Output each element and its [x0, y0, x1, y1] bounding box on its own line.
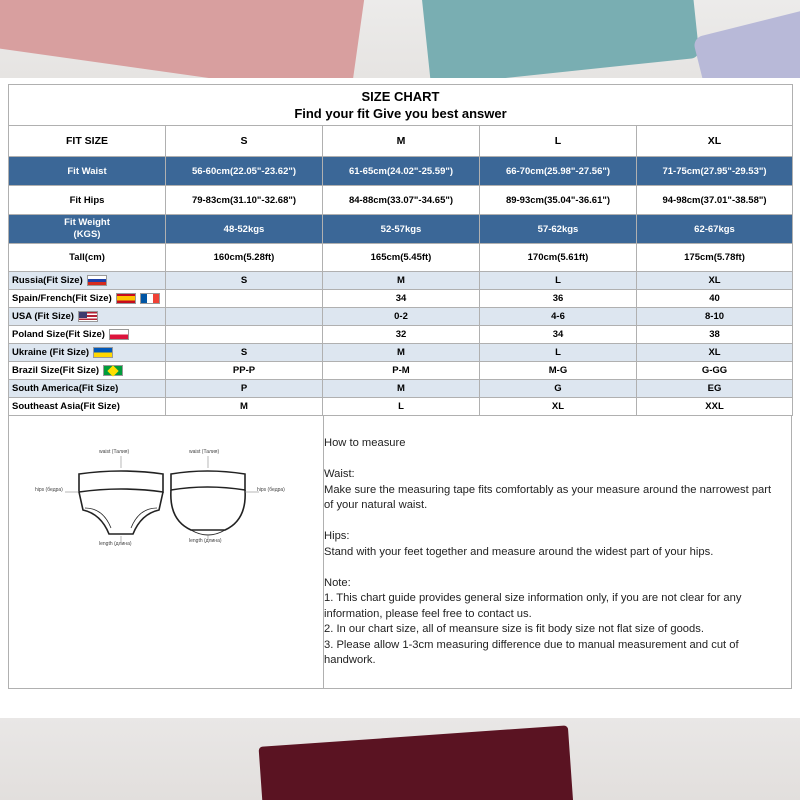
fit-size-header: FIT SIZE [9, 126, 166, 157]
cell: 61-65cm(24.02"-25.59") [323, 157, 480, 186]
cell: PP-P [166, 362, 323, 380]
row-label: Fit Weight (KGS) [9, 215, 166, 244]
country-label: Russia(Fit Size) [12, 275, 83, 286]
country-label-cell [9, 344, 166, 362]
cell: 66-70cm(25.98"-27.56") [480, 157, 637, 186]
cell: EG [637, 380, 793, 398]
cell: 170cm(5.61ft) [480, 244, 637, 272]
cell: 0-2 [323, 308, 480, 326]
fit-weight-row [9, 215, 793, 244]
chart-title: SIZE CHART [361, 88, 440, 104]
measure-instructions [324, 436, 779, 669]
country-row-poland [9, 326, 793, 344]
country-label: USA (Fit Size) [12, 311, 74, 322]
hips-label-front: hips (бедра) [35, 487, 63, 493]
chart-subtitle: Find your fit Give you best answer [294, 105, 507, 121]
hips-title: Hips: [324, 530, 350, 542]
cell: 34 [323, 290, 480, 308]
cell: 79-83cm(31.10"-32.68") [166, 186, 323, 215]
cell [166, 290, 323, 308]
cell: S [166, 344, 323, 362]
cell: 56-60cm(22.05"-23.62") [166, 157, 323, 186]
flag-russia-icon [87, 275, 107, 286]
size-header-m: M [323, 126, 480, 157]
note-2: 2. In our chart size, all of meansure size is fit body size not flat size of goods. [324, 623, 704, 635]
cell: 175cm(5.78ft) [637, 244, 793, 272]
cell: XL [480, 398, 637, 416]
cell: 40 [637, 290, 793, 308]
country-label-cell [9, 326, 166, 344]
note-3: 3. Please allow 1-3cm measuring difference due to manual measurement and cut of handwork. [324, 638, 739, 666]
cell: 165cm(5.45ft) [323, 244, 480, 272]
fit-waist-row [9, 157, 793, 186]
cell: G [480, 380, 637, 398]
tall-row [9, 244, 793, 272]
product-photo-top [0, 0, 800, 78]
cell: P [166, 380, 323, 398]
hips-label-back: hips (бедра) [257, 487, 285, 493]
row-label: Fit Hips [9, 186, 166, 215]
cell: L [480, 272, 637, 290]
waist-label-front: waist (Талия) [99, 449, 130, 455]
country-label: Ukraine (Fit Size) [12, 347, 90, 358]
cell: 34 [480, 326, 637, 344]
cell: L [480, 344, 637, 362]
measure-guide-box [8, 416, 792, 689]
cell: 89-93cm(35.04"-36.61") [480, 186, 637, 215]
cell: 8-10 [637, 308, 793, 326]
fit-hips-row [9, 186, 793, 215]
waist-text: Make sure the measuring tape fits comfortably as your measure around the narrowest part of your natural waist. [324, 483, 772, 511]
cell: 94-98cm(37.01"-38.58") [637, 186, 793, 215]
cell: M [166, 398, 323, 416]
country-row-south-america [9, 380, 793, 398]
cell: S [166, 272, 323, 290]
cell: XL [637, 344, 793, 362]
cell: M [323, 272, 480, 290]
note-1: 1. This chart guide provides general size information only, if you are not clear for any information, please feel free to contact us. [324, 592, 742, 620]
cell [166, 326, 323, 344]
cell: XL [637, 272, 793, 290]
country-label-cell [9, 272, 166, 290]
cell: G-GG [637, 362, 793, 380]
size-header-xl: XL [637, 126, 793, 157]
country-label: Poland Size(Fit Size) [12, 329, 105, 340]
flag-france-icon [140, 293, 160, 304]
cell: 52-57kgs [323, 215, 480, 244]
size-header-s: S [166, 126, 323, 157]
hips-text: Stand with your feet together and measure around the widest part of your hips. [324, 545, 714, 558]
country-row-southeast-asia [9, 398, 793, 416]
country-label-cell [9, 380, 166, 398]
title-cell [9, 85, 793, 126]
flag-ukraine-icon [93, 347, 113, 358]
measure-heading: How to measure [324, 437, 406, 449]
flag-spain-icon [116, 293, 136, 304]
wine-fabric [259, 725, 576, 800]
country-row-russia [9, 272, 793, 290]
country-label: Brazil Size(Fit Size) [12, 365, 100, 376]
briefs-diagram-icon [9, 416, 323, 688]
cell: 32 [323, 326, 480, 344]
lavender-fabric [692, 4, 800, 78]
size-chart-table [8, 84, 793, 416]
cell: 160cm(5.28ft) [166, 244, 323, 272]
country-label: South America(Fit Size) [12, 383, 119, 394]
cell: M [323, 344, 480, 362]
waist-title: Waist: [324, 468, 355, 480]
cell: M [323, 380, 480, 398]
cell: 4-6 [480, 308, 637, 326]
note-title: Note: [324, 576, 351, 589]
country-label-cell [9, 290, 166, 308]
country-label-cell [9, 308, 166, 326]
row-label: Fit Waist [9, 157, 166, 186]
length-label-front: length (длина) [99, 541, 132, 547]
flag-poland-icon [109, 329, 129, 340]
measurement-diagram [9, 416, 324, 688]
country-row-usa [9, 308, 793, 326]
cell: 71-75cm(27.95"-29.53") [637, 157, 793, 186]
country-row-ukraine [9, 344, 793, 362]
cell: M-G [480, 362, 637, 380]
product-photo-bottom [0, 718, 800, 800]
cell: 84-88cm(33.07"-34.65") [323, 186, 480, 215]
cell: 57-62kgs [480, 215, 637, 244]
size-header-l: L [480, 126, 637, 157]
country-label: Southeast Asia(Fit Size) [12, 401, 120, 412]
size-chart-sheet [8, 84, 792, 716]
cell: 38 [637, 326, 793, 344]
length-label-back: length (длина) [189, 538, 222, 544]
teal-fabric [420, 0, 699, 78]
cell [166, 308, 323, 326]
row-label: Tall(cm) [9, 244, 166, 272]
flag-brazil-icon [103, 365, 123, 376]
cell: 62-67kgs [637, 215, 793, 244]
cell: XXL [637, 398, 793, 416]
cell: L [323, 398, 480, 416]
cell: 48-52kgs [166, 215, 323, 244]
flag-usa-icon [78, 311, 98, 322]
country-label-cell [9, 398, 166, 416]
country-label-cell [9, 362, 166, 380]
waist-label-back: waist (Талия) [189, 449, 220, 455]
country-row-spain-french [9, 290, 793, 308]
country-label: Spain/French(Fit Size) [12, 293, 112, 304]
cell: P-M [323, 362, 480, 380]
size-header-row [9, 126, 793, 157]
cell: 36 [480, 290, 637, 308]
country-row-brazil [9, 362, 793, 380]
pink-fabric [0, 0, 366, 78]
